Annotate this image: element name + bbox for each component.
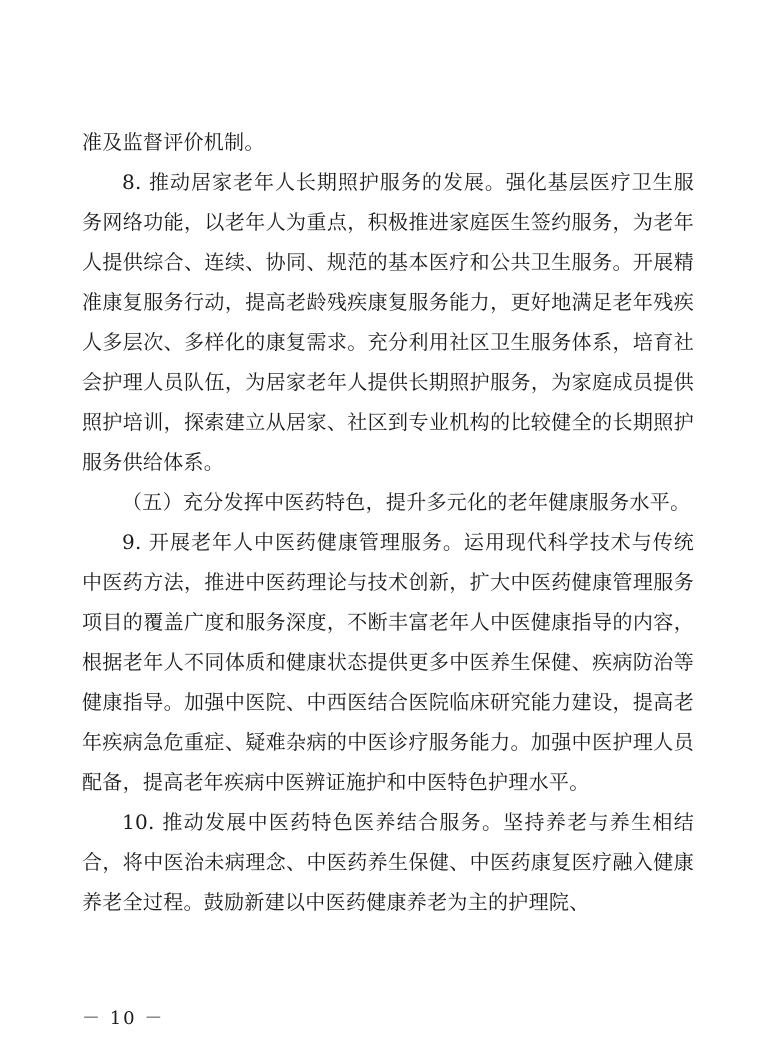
page-number: － 10 － xyxy=(82,1008,165,1029)
section-heading-5: （五）充分发挥中医药特色，提升多元化的老年健康服务水平。 xyxy=(122,490,691,514)
paragraph-item-8: 8. 推动居家老年人长期照护服务的发展。强化基层医疗卫生服务网络功能，以老年人为重点，积极推进家庭医生签约服务，为老年人提供综合、连续、协同、规范的基本医疗和公共卫生服务。开展精准康复服务行动，提高老龄残疾康复服务能力，更好地满足老年残疾人多层次、多样化的康复需求。充分利用社区卫生服务体系，培育社会护理人员队伍，为居家老年人提供长期照护服务，为家庭成员提供照护培训，探索建立从居家、社区到专业机构的比较健全的长期照护服务供给体系。 xyxy=(82,170,694,474)
paragraph-item-10: 10. 推动发展中医药特色医养结合服务。坚持养老与养生相结合，将中医治未病理念、中医药养生保健、中医药康复医疗融入健康养老全过程。鼓励新建以中医药健康养老为主的护理院、 xyxy=(82,810,694,914)
paragraph-continuation: 准及监督评价机制。 xyxy=(82,130,265,154)
body-text xyxy=(82,122,694,922)
paragraph-item-9: 9. 开展老年人中医药健康管理服务。运用现代科学技术与传统中医药方法，推进中医药理论与技术创新，扩大中医药健康管理服务项目的覆盖广度和服务深度，不断丰富老年人中医健康指导的内容，根据老年人不同体质和健康状态提供更多中医养生保健、疾病防治等健康指导。加强中医院、中西医结合医院临床研究能力建设，提高老年疾病急危重症、疑难杂病的中医诊疗服务能力。加强中医护理人员配备，提高老年疾病中医辨证施护和中医特色护理水平。 xyxy=(82,530,694,794)
